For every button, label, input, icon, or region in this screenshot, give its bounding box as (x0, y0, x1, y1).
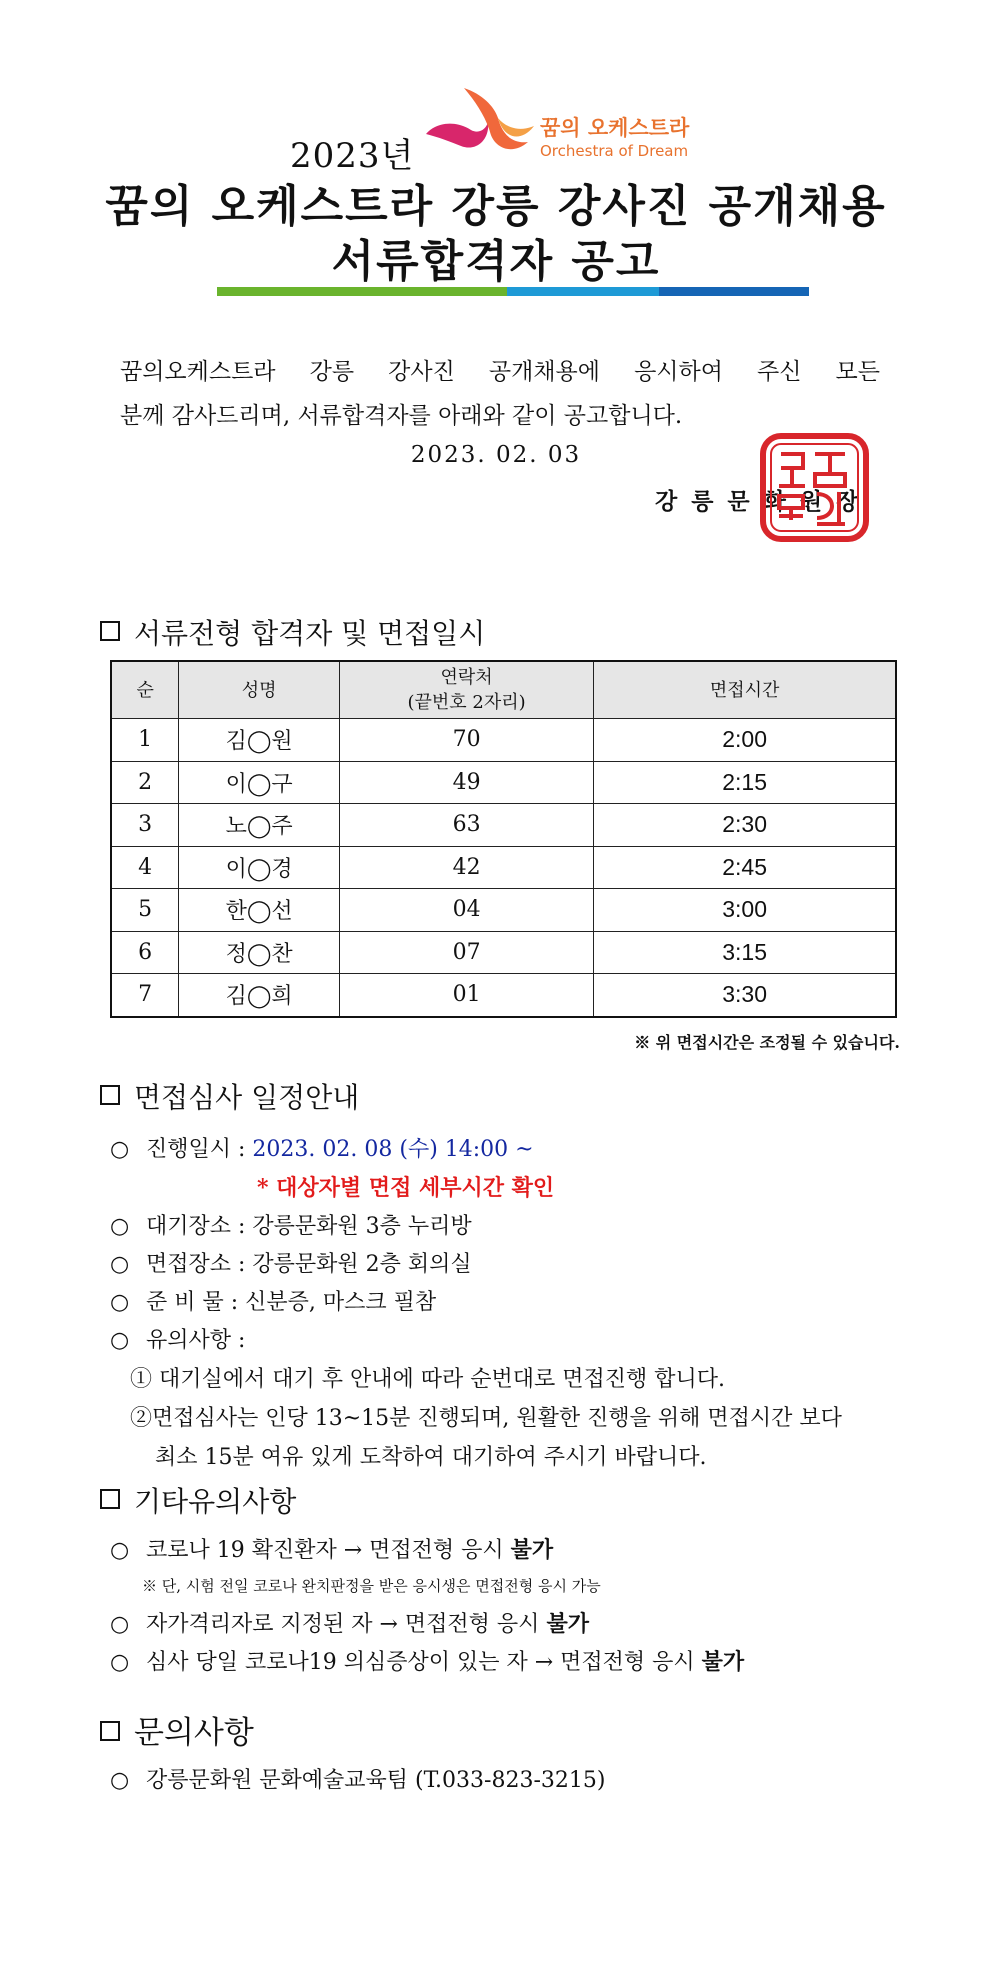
cell-no: 1 (111, 719, 179, 762)
bullet-circle-icon: ○ (110, 1328, 130, 1353)
table-row (111, 974, 896, 1017)
cell-name: 김◯희 (179, 974, 340, 1017)
schedule-item-date (110, 1132, 534, 1163)
checkbox-square-icon (100, 1721, 120, 1741)
cell-time: 3:00 (594, 889, 896, 932)
table-row (111, 846, 896, 889)
item-label: 대기장소 : (146, 1214, 253, 1239)
section3-title: 기타유의사항 (134, 1485, 297, 1518)
bullet-circle-icon: ○ (110, 1214, 130, 1239)
item-text: 자가격리자로 지정된 자 → 면접전형 응시 (146, 1612, 547, 1637)
cell-phone: 70 (339, 719, 593, 762)
not-allowed-label: 불가 (546, 1611, 589, 1637)
header-phone-line2: (끝번호 2자리) (407, 692, 526, 713)
bullet-circle-icon: ○ (110, 1538, 130, 1563)
section1-title: 서류전형 합격자 및 면접일시 (134, 617, 486, 650)
intro-line1: 꿈의오케스트라 강릉 강사진 공개채용에 응시하여 주신 모든 (120, 359, 880, 385)
header-phone-line1: 연락처 (440, 667, 493, 688)
cell-no: 7 (111, 974, 179, 1017)
cell-no: 2 (111, 761, 179, 804)
page-title-line2: 서류합격자 공고 (331, 236, 661, 287)
checkbox-square-icon (100, 621, 120, 641)
cell-name: 노◯주 (179, 804, 340, 847)
item-label: 준 비 물 : (146, 1290, 246, 1315)
bullet-circle-icon: ○ (110, 1252, 130, 1277)
logo-korean-text: 꿈의 오케스트라 (540, 116, 690, 140)
schedule-item-notice (110, 1323, 245, 1354)
official-seal-icon (757, 430, 872, 545)
item-value: 강릉문화원 2층 회의실 (252, 1252, 472, 1277)
cell-no: 6 (111, 931, 179, 974)
checkbox-square-icon (100, 1085, 120, 1105)
covid-item-2 (110, 1607, 589, 1638)
cell-time: 3:30 (594, 974, 896, 1017)
bullet-circle-icon: ○ (110, 1137, 130, 1162)
header-time: 면접시간 (594, 661, 896, 719)
announcement-date: 2023. 02. 03 (410, 442, 582, 468)
color-bar-light-blue (507, 287, 659, 296)
cell-phone: 42 (339, 846, 593, 889)
cell-phone: 63 (339, 804, 593, 847)
cell-no: 4 (111, 846, 179, 889)
item-label: 유의사항 : (146, 1328, 246, 1353)
contact-item (110, 1763, 605, 1794)
schedule-item-venue (110, 1247, 472, 1278)
cell-no: 3 (111, 804, 179, 847)
table-row (111, 761, 896, 804)
cell-name: 이◯구 (179, 761, 340, 804)
notice-2-line2: 최소 15분 여유 있게 도착하여 대기하여 주시기 바랍니다. (155, 1445, 707, 1470)
cell-no: 5 (111, 889, 179, 932)
header-name: 성명 (179, 661, 340, 719)
table-row (111, 889, 896, 932)
section2-heading (100, 1076, 359, 1116)
cell-name: 김◯원 (179, 719, 340, 762)
interview-datetime: 2023. 02. 08 (수) 14:00 ~ (252, 1137, 534, 1162)
covid-item-1 (110, 1533, 553, 1564)
bullet-circle-icon: ○ (110, 1290, 130, 1315)
cell-time: 2:15 (594, 761, 896, 804)
time-adjust-note: ※ 위 면접시간은 조정될 수 있습니다. (634, 1033, 900, 1052)
header-no: 순 (111, 661, 179, 719)
section4-heading (100, 1707, 254, 1752)
cell-name: 정◯찬 (179, 931, 340, 974)
signer-name: 강릉문화원장 (655, 488, 873, 515)
table-row (111, 804, 896, 847)
section3-heading (100, 1480, 296, 1520)
cell-name: 한◯선 (179, 889, 340, 932)
item-label: 면접장소 : (146, 1252, 253, 1277)
covid-item-3 (110, 1645, 744, 1676)
bullet-circle-icon: ○ (110, 1612, 130, 1637)
item-label: 진행일시 : (146, 1137, 253, 1162)
contact-text: 강릉문화원 문화예술교육팀 (T.033-823-3215) (146, 1768, 606, 1793)
item-value: 신분증, 마스크 필참 (245, 1290, 437, 1315)
notice-2-line1: ②면접심사는 인당 13~15분 진행되며, 원활한 진행을 위해 면접시간 보다 (130, 1406, 842, 1431)
notice-1: ① 대기실에서 대기 후 안내에 따라 순번대로 면접진행 합니다. (130, 1367, 725, 1392)
checkbox-square-icon (100, 1489, 120, 1509)
section1-heading (100, 612, 485, 652)
cell-phone: 01 (339, 974, 593, 1017)
table-row (111, 931, 896, 974)
not-allowed-label: 불가 (510, 1537, 554, 1563)
cell-phone: 07 (339, 931, 593, 974)
detail-time-note: * 대상자별 면접 세부시간 확인 (257, 1175, 555, 1201)
color-bar-green (217, 287, 507, 296)
header-phone (339, 661, 593, 719)
bullet-circle-icon: ○ (110, 1650, 130, 1675)
page-title-line1: 꿈의 오케스트라 강릉 강사진 공개채용 (105, 181, 887, 232)
logo-english-text: Orchestra of Dream (540, 142, 689, 160)
table-header-row (111, 661, 896, 719)
schedule-item-waiting (110, 1209, 472, 1240)
item-text: 심사 당일 코로나19 의심증상이 있는 자 → 면접전형 응시 (146, 1650, 702, 1675)
cell-phone: 49 (339, 761, 593, 804)
not-allowed-label: 불가 (701, 1649, 745, 1675)
section2-title: 면접심사 일정안내 (134, 1081, 360, 1114)
cell-time: 3:15 (594, 931, 896, 974)
table-row (111, 719, 896, 762)
bullet-circle-icon: ○ (110, 1768, 130, 1793)
item-value: 강릉문화원 3층 누리방 (252, 1214, 472, 1239)
applicants-table (110, 660, 897, 1018)
cell-name: 이◯경 (179, 846, 340, 889)
color-bar-dark-blue (659, 287, 809, 296)
title-color-bar (217, 287, 809, 296)
section4-title: 문의사항 (134, 1715, 254, 1751)
year-label: 2023년 (290, 136, 415, 176)
cell-time: 2:00 (594, 719, 896, 762)
item-text: 코로나 19 확진환자 → 면접전형 응시 (146, 1538, 511, 1563)
cell-time: 2:30 (594, 804, 896, 847)
covid-item-1-note: ※ 단, 시험 전일 코로나 완치판정을 받은 응시생은 면접전형 응시 가능 (142, 1577, 601, 1595)
schedule-item-materials (110, 1285, 436, 1316)
intro-paragraph (120, 350, 880, 438)
intro-line2: 분께 감사드리며, 서류합격자를 아래와 같이 공고합니다. (120, 403, 683, 429)
cell-time: 2:45 (594, 846, 896, 889)
cell-phone: 04 (339, 889, 593, 932)
